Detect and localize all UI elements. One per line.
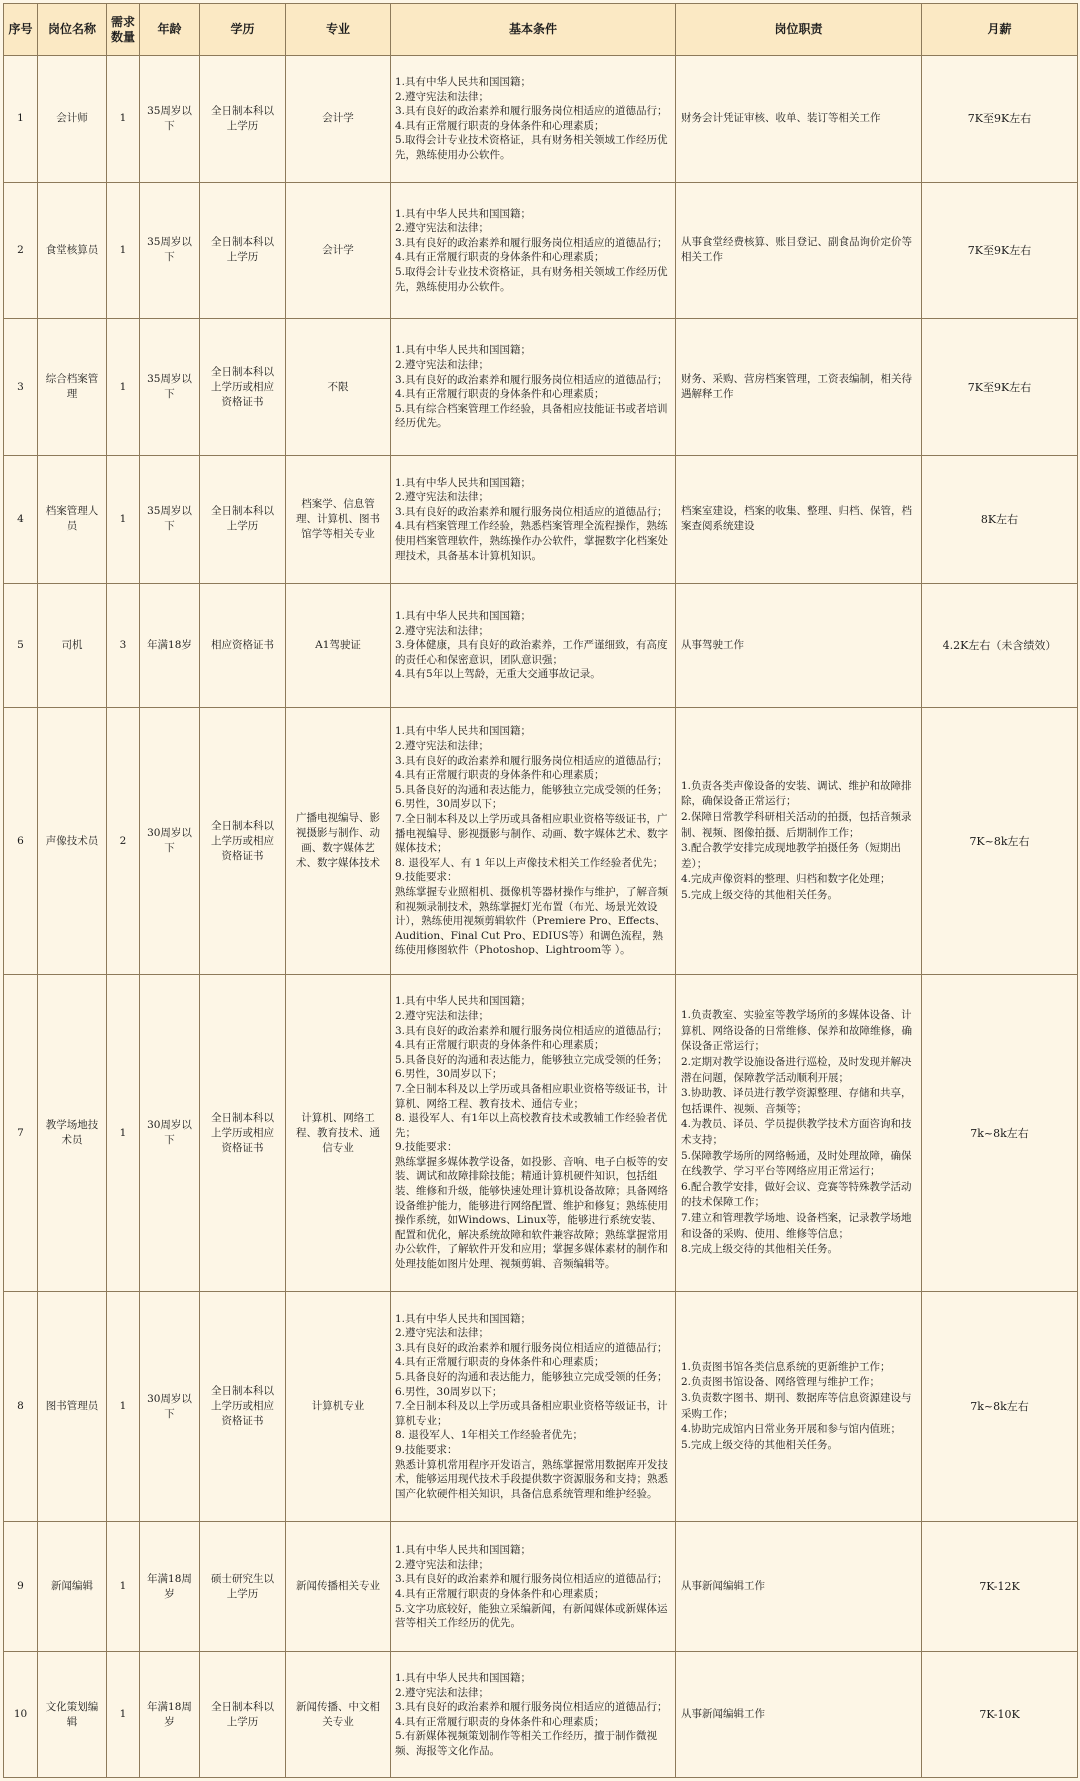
- condition-line: 熟练掌握多媒体教学设备，如投影、音响、电子白板等的安装、调试和故障排除技能；精通计算机硬件知识，包括组装、维修和升级，能够快速处理计算机设备故障；具备网络设备维护能力，能够进行网络配置、维护和修复；熟练使用操作系统，如Windows、Linux等，能够进行系统安装、配置和优化，解决系统故障和软件兼容故障；熟练掌握常用办公软件，了解软件开发和应用；掌握多媒体素材的制作和处理技能如图片处理、视频剪辑、音频编辑等。: [395, 1155, 668, 1271]
- cell-title: 档案管理人员: [38, 456, 107, 584]
- cell-conditions: [391, 708, 676, 975]
- cell-conditions: [391, 56, 676, 183]
- condition-line: 6.男性，30周岁以下；: [395, 1385, 503, 1398]
- duty-line: 4.为教员、译员、学员提供教学技术方面咨询和技术支持；: [681, 1118, 912, 1146]
- duty-line: 8.完成上级交待的其他相关任务。: [681, 1243, 839, 1256]
- condition-line: 2.遵守宪法和法律；: [395, 1558, 490, 1571]
- cell-count: 1: [107, 56, 140, 183]
- condition-line: 5.文字功底较好，能独立采编新闻，有新闻媒体或新媒体运营等相关工作经历的优先。: [395, 1602, 668, 1630]
- cell-title: 教学场地技术员: [38, 975, 107, 1291]
- table-row: [4, 975, 1078, 1291]
- condition-line: 5.取得会计专业技术资格证，具有财务相关领域工作经历优先，熟练使用办公软件。: [395, 266, 668, 293]
- condition-line: 4.具有5年以上驾龄，无重大交通事故记录。: [395, 668, 601, 681]
- cell-age: 35周岁以下: [140, 456, 200, 584]
- cell-duties: [676, 975, 922, 1291]
- cell-no: 5: [4, 583, 38, 707]
- header-education: 学历: [200, 4, 286, 56]
- cell-conditions: [391, 1291, 676, 1522]
- duty-line: 5.完成上级交待的其他相关任务。: [681, 889, 839, 902]
- cell-major: 计算机、网络工程、教育技术、通信专业: [286, 975, 391, 1291]
- cell-count: 1: [107, 1291, 140, 1522]
- duty-line: 5.保障教学场所的网络畅通，及时处理故障，确保在线教学、学习平台等网络应用正常运行；: [681, 1149, 912, 1178]
- cell-no: 6: [4, 708, 38, 975]
- condition-line: 7.全日制本科及以上学历或具备相应职业资格等级证书，计算机、网络工程、教育技术、通信专业；: [395, 1082, 668, 1110]
- cell-age: 年满18岁: [140, 583, 200, 707]
- cell-salary: 7k~8k左右: [922, 975, 1078, 1291]
- duty-line: 2.负责图书馆设备、网络管理与维护工作；: [681, 1376, 881, 1389]
- cell-title: 会计师: [38, 56, 107, 183]
- condition-line: 6.男性，30周岁以下；: [395, 798, 503, 811]
- condition-line: 1.具有中华人民共和国国籍；: [395, 207, 532, 220]
- cell-salary: 7K~8k左右: [922, 708, 1078, 975]
- condition-line: 4.具有正常履行职责的身体条件和心理素质；: [395, 1715, 605, 1728]
- cell-count: 3: [107, 583, 140, 707]
- condition-line: 3.具有良好的政治素养和履行服务岗位相适应的道德品行；: [395, 373, 668, 386]
- cell-conditions: [391, 182, 676, 319]
- cell-duties: [676, 1652, 922, 1778]
- cell-age: 年满18周岁: [140, 1652, 200, 1778]
- cell-duties: [676, 56, 922, 183]
- cell-age: 35周岁以下: [140, 56, 200, 183]
- cell-no: 8: [4, 1291, 38, 1522]
- cell-age: 30周岁以下: [140, 708, 200, 975]
- condition-line: 9.技能要求：: [395, 1444, 458, 1457]
- condition-line: 8. 退役军人、有 1 年以上声像技术相关工作经验者优先；: [395, 856, 664, 869]
- condition-line: 3.具有良好的政治素养和履行服务岗位相适应的道德品行；: [395, 1341, 668, 1354]
- cell-salary: 7K至9K左右: [922, 319, 1078, 456]
- header-row: [4, 4, 1078, 56]
- condition-line: 2.遵守宪法和法律；: [395, 1686, 490, 1699]
- cell-title: 文化策划编辑: [38, 1652, 107, 1778]
- condition-line: 9.技能要求：: [395, 871, 458, 884]
- condition-line: 1.具有中华人民共和国国籍；: [395, 476, 532, 489]
- cell-duties: [676, 1522, 922, 1652]
- cell-education: 全日制本科以上学历: [200, 182, 286, 319]
- cell-title: 综合档案管理: [38, 319, 107, 456]
- condition-line: 1.具有中华人民共和国国籍；: [395, 1544, 532, 1557]
- header-salary: 月薪: [922, 4, 1078, 56]
- table-row: [4, 456, 1078, 584]
- cell-no: 1: [4, 56, 38, 183]
- cell-salary: 7K-12K: [922, 1522, 1078, 1652]
- cell-salary: 4.2K左右（未含绩效）: [922, 583, 1078, 707]
- condition-line: 1.具有中华人民共和国国籍；: [395, 725, 532, 738]
- duty-line: 财务、采购、营房档案管理，工资表编制，相关待遇解释工作: [681, 372, 912, 401]
- duty-line: 7.建立和管理教学场地、设备档案，记录教学场地和设备的采购、使用、维修等信息；: [681, 1211, 912, 1240]
- cell-salary: 7k~8k左右: [922, 1291, 1078, 1522]
- cell-major: A1驾驶证: [286, 583, 391, 707]
- cell-salary: 7K至9K左右: [922, 182, 1078, 319]
- table-row: [4, 583, 1078, 707]
- cell-no: 7: [4, 975, 38, 1291]
- cell-education: 全日制本科以上学历或相应资格证书: [200, 319, 286, 456]
- condition-line: 4.具有正常履行职责的身体条件和心理素质；: [395, 1356, 605, 1369]
- cell-education: 全日制本科以上学历或相应资格证书: [200, 708, 286, 975]
- table-row: [4, 708, 1078, 975]
- cell-no: 9: [4, 1522, 38, 1652]
- condition-line: 6.男性，30周岁以下；: [395, 1068, 503, 1081]
- duty-line: 6.配合教学安排，做好会议、竞赛等特殊教学活动的技术保障工作；: [681, 1180, 912, 1209]
- condition-line: 熟练掌握专业照相机、摄像机等器材操作与维护，了解音频和视频录制技术，熟练掌握灯光布置（布光、场景光效设计），熟练使用视频剪辑软件（Premiere Pro、Effects、Audition、Final Cut Pro、EDIUS等）和调色流程，熟练使用修图软件（Photoshop、Lightroom等 ）。: [395, 886, 668, 957]
- condition-line: 3.具有良好的政治素养和履行服务岗位相适应的道德品行；: [395, 505, 668, 518]
- condition-line: 4.具有档案管理工作经验，熟悉档案管理全流程操作，熟练使用档案管理软件，熟练操作办公软件，掌握数字化档案处理技术，具备基本计算机知识。: [395, 520, 668, 562]
- cell-major: 广播电视编导、影视摄影与制作、动画、数字媒体艺术、数字媒体技术: [286, 708, 391, 975]
- cell-age: 30周岁以下: [140, 975, 200, 1291]
- condition-line: 4.具有正常履行职责的身体条件和心理素质；: [395, 388, 605, 401]
- condition-line: 4.具有正常履行职责的身体条件和心理素质；: [395, 119, 605, 132]
- cell-count: 1: [107, 182, 140, 319]
- cell-age: 35周岁以下: [140, 182, 200, 319]
- condition-line: 2.遵守宪法和法律；: [395, 222, 490, 235]
- condition-line: 7.全日制本科及以上学历或具备相应职业资格等级证书，计算机专业；: [395, 1400, 668, 1427]
- duty-line: 5.完成上级交待的其他相关任务。: [681, 1438, 839, 1451]
- header-conditions: 基本条件: [391, 4, 676, 56]
- table-body: [4, 56, 1078, 1778]
- cell-education: 全日制本科以上学历: [200, 1652, 286, 1778]
- cell-major: 会计学: [286, 182, 391, 319]
- cell-count: 1: [107, 456, 140, 584]
- cell-count: 1: [107, 1522, 140, 1652]
- cell-title: 图书管理员: [38, 1291, 107, 1522]
- cell-title: 司机: [38, 583, 107, 707]
- condition-line: 5.具备良好的沟通和表达能力，能够独立完成受领的任务；: [395, 1371, 668, 1384]
- condition-line: 9.技能要求：: [395, 1141, 458, 1154]
- duty-line: 财务会计凭证审核、收单、装订等相关工作: [681, 112, 881, 124]
- cell-age: 30周岁以下: [140, 1291, 200, 1522]
- cell-count: 1: [107, 975, 140, 1291]
- condition-line: 8. 退役军人、有1年以上高校教育技术或教辅工作经验者优先；: [395, 1112, 668, 1139]
- condition-line: 5.具有综合档案管理工作经验，具备相应技能证书或者培训经历优先。: [395, 402, 668, 430]
- cell-major: 计算机专业: [286, 1291, 391, 1522]
- condition-line: 3.具有良好的政治素养和履行服务岗位相适应的道德品行；: [395, 105, 668, 118]
- condition-line: 2.遵守宪法和法律；: [395, 90, 490, 103]
- cell-title: 新闻编辑: [38, 1522, 107, 1652]
- cell-major: 会计学: [286, 56, 391, 183]
- cell-duties: [676, 319, 922, 456]
- header-major: 专业: [286, 4, 391, 56]
- condition-line: 2.遵守宪法和法律；: [395, 624, 490, 637]
- condition-line: 2.遵守宪法和法律；: [395, 1327, 490, 1340]
- cell-major: 不限: [286, 319, 391, 456]
- duty-line: 从事新闻编辑工作: [681, 1580, 765, 1593]
- condition-line: 1.具有中华人民共和国国籍；: [395, 344, 532, 357]
- cell-conditions: [391, 1652, 676, 1778]
- condition-line: 3.身体健康，具有良好的政治素养，工作严谨细致，有高度的责任心和保密意识，团队意识强；: [395, 639, 668, 666]
- cell-salary: 8K左右: [922, 456, 1078, 584]
- condition-line: 2.遵守宪法和法律；: [395, 1009, 490, 1022]
- cell-title: 声像技术员: [38, 708, 107, 975]
- table-row: [4, 1291, 1078, 1522]
- duty-line: 1.负责图书馆各类信息系统的更新维护工作；: [681, 1360, 891, 1373]
- cell-conditions: [391, 583, 676, 707]
- condition-line: 1.具有中华人民共和国国籍；: [395, 995, 532, 1008]
- cell-age: 年满18周岁: [140, 1522, 200, 1652]
- condition-line: 1.具有中华人民共和国国籍；: [395, 1671, 532, 1684]
- condition-line: 3.具有良好的政治素养和履行服务岗位相适应的道德品行；: [395, 754, 668, 767]
- cell-education: 全日制本科以上学历: [200, 56, 286, 183]
- duty-line: 档案室建设，档案的收集、整理、归档、保管，档案查阅系统建设: [681, 504, 912, 533]
- cell-count: 1: [107, 1652, 140, 1778]
- header-count: 需求数量: [107, 4, 140, 56]
- cell-no: 4: [4, 456, 38, 584]
- cell-duties: [676, 1291, 922, 1522]
- cell-no: 2: [4, 182, 38, 319]
- cell-count: 2: [107, 708, 140, 975]
- header-age: 年龄: [140, 4, 200, 56]
- duty-line: 2.定期对教学设施设备进行巡检，及时发现并解决潜在问题，保障教学活动顺利开展；: [681, 1056, 912, 1084]
- cell-title: 食堂核算员: [38, 182, 107, 319]
- condition-line: 4.具有正常履行职责的身体条件和心理素质；: [395, 1587, 605, 1600]
- condition-line: 5.具备良好的沟通和表达能力，能够独立完成受领的任务；: [395, 783, 668, 796]
- cell-major: 新闻传播、中文相关专业: [286, 1652, 391, 1778]
- condition-line: 3.具有良好的政治素养和履行服务岗位相适应的道德品行；: [395, 1024, 668, 1037]
- header-duties: 岗位职责: [676, 4, 922, 56]
- cell-no: 3: [4, 319, 38, 456]
- cell-conditions: [391, 456, 676, 584]
- condition-line: 4.具有正常履行职责的身体条件和心理素质；: [395, 251, 605, 264]
- cell-duties: [676, 708, 922, 975]
- cell-major: 档案学、信息管理、计算机、图书馆学等相关专业: [286, 456, 391, 584]
- condition-line: 2.遵守宪法和法律；: [395, 358, 490, 371]
- duty-line: 3.负责数字图书、期刊、数据库等信息资源建设与采购工作；: [681, 1391, 912, 1420]
- duty-line: 2.保障日常教学科研相关活动的拍摄，包括音频录制、视频、图像拍摄、后期制作工作；: [681, 811, 912, 839]
- duty-line: 1.负责教室、实验室等教学场所的多媒体设备、计算机、网络设备的日常维修、保养和故障维修，确保设备正常运行；: [681, 1009, 912, 1053]
- cell-count: 1: [107, 319, 140, 456]
- condition-line: 2.遵守宪法和法律；: [395, 740, 490, 753]
- cell-education: 全日制本科以上学历或相应资格证书: [200, 1291, 286, 1522]
- cell-conditions: [391, 1522, 676, 1652]
- job-table: [3, 3, 1078, 1778]
- condition-line: 4.具有正常履行职责的身体条件和心理素质；: [395, 769, 605, 782]
- condition-line: 5.有新媒体视频策划制作等相关工作经历，擅于制作微视频、海报等文化作品。: [395, 1730, 658, 1757]
- cell-salary: 7K-10K: [922, 1652, 1078, 1778]
- duty-line: 3.配合教学安排完成现地教学拍摄任务（短期出差）；: [681, 842, 902, 870]
- table-row: [4, 319, 1078, 456]
- condition-line: 8. 退役军人、1年相关工作经验者优先；: [395, 1429, 584, 1442]
- duty-line: 3.协助教、译员进行教学资源整理、存储和共享，包括课件、视频、音频等；: [681, 1087, 912, 1115]
- duty-line: 4.完成声像资料的整理、归档和数字化处理；: [681, 873, 891, 886]
- cell-duties: [676, 182, 922, 319]
- duty-line: 从事新闻编辑工作: [681, 1707, 765, 1720]
- cell-duties: [676, 583, 922, 707]
- condition-line: 3.具有良好的政治素养和履行服务岗位相适应的道德品行；: [395, 1701, 668, 1714]
- table-row: [4, 56, 1078, 183]
- condition-line: 4.具有正常履行职责的身体条件和心理素质；: [395, 1039, 605, 1052]
- table-row: [4, 1652, 1078, 1778]
- header-title: 岗位名称: [38, 4, 107, 56]
- cell-education: 全日制本科以上学历或相应资格证书: [200, 975, 286, 1291]
- cell-no: 10: [4, 1652, 38, 1778]
- cell-age: 35周岁以下: [140, 319, 200, 456]
- condition-line: 3.具有良好的政治素养和履行服务岗位相适应的道德品行；: [395, 1573, 668, 1586]
- duty-line: 1.负责各类声像设备的安装、调试、维护和故障排除，确保设备正常运行；: [681, 779, 912, 808]
- condition-line: 熟悉计算机常用程序开发语言，熟练掌握常用数据库开发技术，能够运用现代技术手段提供数字资源服务和支持；熟悉国产化软硬件相关知识，具备信息系统管理和维护经验。: [395, 1458, 668, 1500]
- duty-line: 4.协助完成馆内日常业务开展和参与馆内值班；: [681, 1423, 902, 1436]
- cell-major: 新闻传播相关专业: [286, 1522, 391, 1652]
- condition-line: 5.具备良好的沟通和表达能力，能够独立完成受领的任务；: [395, 1053, 668, 1066]
- header-no: 序号: [4, 4, 38, 56]
- condition-line: 1.具有中华人民共和国国籍；: [395, 609, 532, 622]
- table-row: [4, 182, 1078, 319]
- cell-salary: 7K至9K左右: [922, 56, 1078, 183]
- cell-conditions: [391, 975, 676, 1291]
- condition-line: 2.遵守宪法和法律；: [395, 491, 490, 504]
- cell-education: 相应资格证书: [200, 583, 286, 707]
- condition-line: 1.具有中华人民共和国国籍；: [395, 76, 532, 89]
- condition-line: 1.具有中华人民共和国国籍；: [395, 1312, 532, 1325]
- cell-duties: [676, 456, 922, 584]
- condition-line: 7.全日制本科及以上学历或具备相应职业资格等级证书，广播电视编导、影视摄影与制作、动画、数字媒体艺术、数字媒体技术；: [395, 813, 668, 855]
- duty-line: 从事驾驶工作: [681, 638, 744, 651]
- cell-education: 全日制本科以上学历: [200, 456, 286, 584]
- condition-line: 3.具有良好的政治素养和履行服务岗位相适应的道德品行；: [395, 236, 668, 249]
- duty-line: 从事食堂经费核算、账目登记、副食品询价定价等相关工作: [681, 235, 912, 264]
- table-row: [4, 1522, 1078, 1652]
- cell-education: 硕士研究生以上学历: [200, 1522, 286, 1652]
- condition-line: 5.取得会计专业技术资格证，具有财务相关领域工作经历优先，熟练使用办公软件。: [395, 134, 668, 161]
- cell-conditions: [391, 319, 676, 456]
